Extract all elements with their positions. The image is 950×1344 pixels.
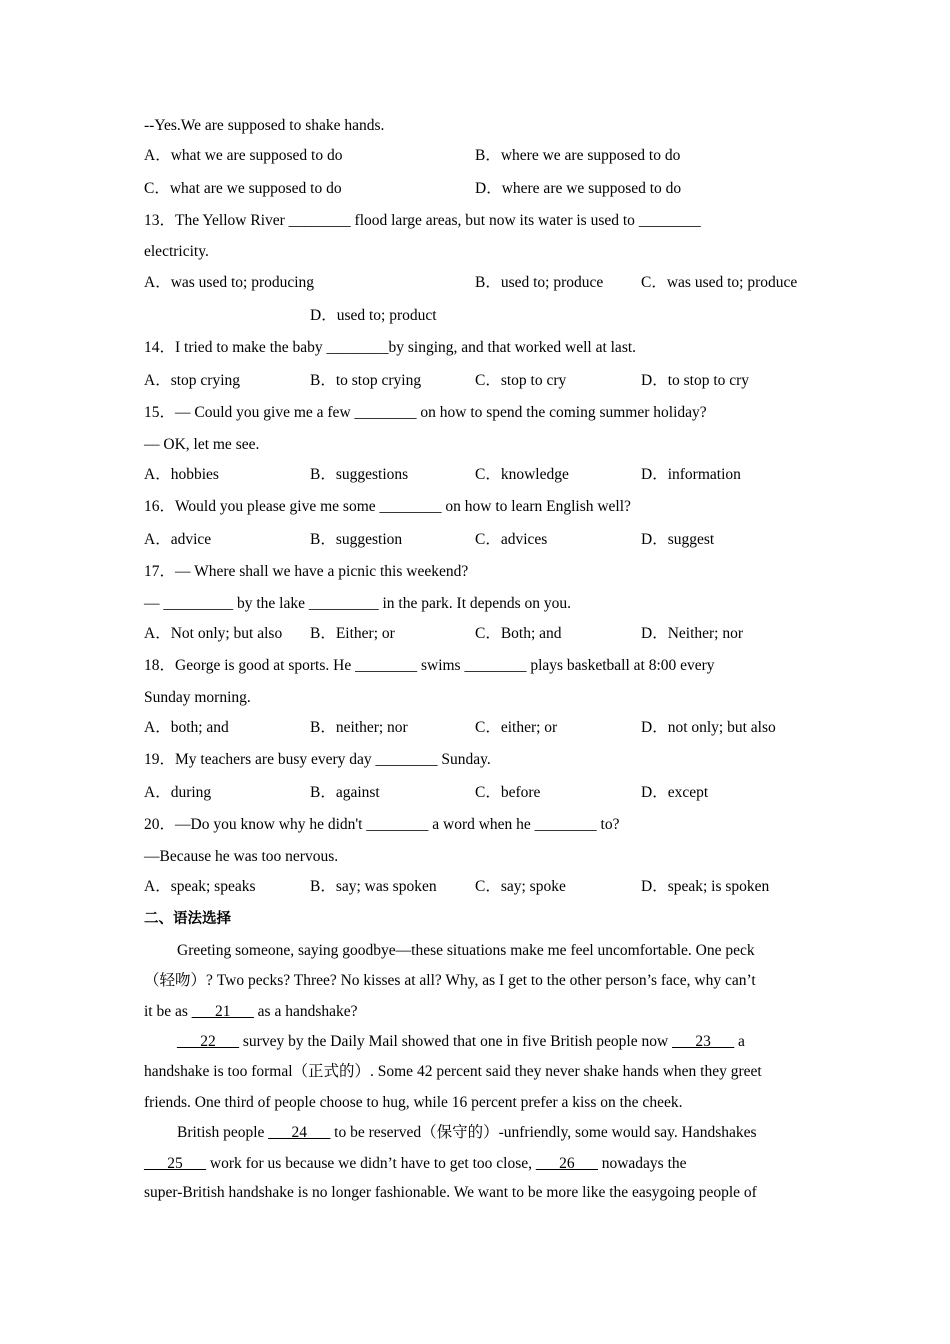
q15-stem: 15．— Could you give me a few ________ on how to spend the coming summer holiday? bbox=[144, 404, 707, 421]
q15-option-b[interactable]: B．suggestions bbox=[310, 466, 409, 483]
q20-option-b[interactable]: B．say; was spoken bbox=[310, 878, 437, 895]
q17-stem-cont: — _________ by the lake _________ in the park. It depends on you. bbox=[144, 595, 572, 612]
passage-text: nowadays the bbox=[597, 1155, 687, 1172]
passage-text: a bbox=[734, 1033, 745, 1050]
q14-stem: 14．I tried to make the baby ________by singing, and that worked well at last. bbox=[144, 339, 637, 356]
passage-text: as a handshake? bbox=[253, 1003, 358, 1020]
q16-option-c[interactable]: C．advices bbox=[475, 531, 548, 548]
passage-text: it be as bbox=[144, 1003, 192, 1020]
q16-option-a[interactable]: A．advice bbox=[144, 531, 212, 548]
passage-text: survey by the Daily Mail showed that one in five British people now bbox=[239, 1033, 673, 1050]
q14-option-d[interactable]: D．to stop to cry bbox=[641, 372, 750, 389]
q13-option-a[interactable]: A．was used to; producing bbox=[144, 274, 315, 291]
q15-stem-cont: — OK, let me see. bbox=[144, 436, 260, 453]
q18-stem-cont: Sunday morning. bbox=[144, 689, 251, 706]
blank-26[interactable]: ___26___ bbox=[535, 1155, 598, 1172]
q18-stem: 18．George is good at sports. He ________ swims ________ plays basketball at 8:00 every bbox=[144, 657, 715, 674]
q12-option-b[interactable]: B．where we are supposed to do bbox=[475, 147, 681, 164]
q17-option-a[interactable]: A．Not only; but also bbox=[144, 625, 283, 642]
q13-option-d[interactable]: D．used to; product bbox=[310, 307, 437, 324]
blank-23[interactable]: ___23___ bbox=[672, 1033, 735, 1050]
passage-p1-line3 bbox=[144, 1002, 808, 1022]
section-heading: 二、语法选择 bbox=[144, 911, 231, 927]
blank-24[interactable]: ___24___ bbox=[268, 1124, 331, 1141]
q15-option-a[interactable]: A．hobbies bbox=[144, 466, 219, 483]
q20-stem: 20．—Do you know why he didn't ________ a word when he ________ to? bbox=[144, 816, 620, 833]
passage-p3-line3: super-British handshake is no longer fashionable. We want to be more like the easygoing people of bbox=[144, 1184, 757, 1201]
q12-option-c[interactable]: C．what are we supposed to do bbox=[144, 180, 342, 197]
q12-option-d[interactable]: D．where are we supposed to do bbox=[475, 180, 682, 197]
passage-p3-line1 bbox=[177, 1123, 841, 1143]
passage-p1-line1: Greeting someone, saying goodbye—these situations make me feel uncomfortable. One peck bbox=[177, 942, 755, 959]
q13-stem: 13．The Yellow River ________ flood large areas, but now its water is used to ________ bbox=[144, 212, 701, 229]
q17-option-c[interactable]: C．Both; and bbox=[475, 625, 562, 642]
q14-option-b[interactable]: B．to stop crying bbox=[310, 372, 422, 389]
passage-p2-line1 bbox=[177, 1032, 841, 1052]
q18-option-d[interactable]: D．not only; but also bbox=[641, 719, 776, 736]
q16-option-b[interactable]: B．suggestion bbox=[310, 531, 403, 548]
q18-option-c[interactable]: C．either; or bbox=[475, 719, 558, 736]
q16-stem: 16．Would you please give me some ________ on how to learn English well? bbox=[144, 498, 631, 515]
q19-option-c[interactable]: C．before bbox=[475, 784, 541, 801]
passage-text: work for us because we didn’t have to get too close, bbox=[206, 1155, 536, 1172]
q20-option-c[interactable]: C．say; spoke bbox=[475, 878, 566, 895]
q12-answer-line: --Yes.We are supposed to shake hands. bbox=[144, 117, 385, 134]
passage-p2-line2: handshake is too formal（正式的）. Some 42 percent said they never shake hands when they greet bbox=[144, 1063, 762, 1080]
q14-option-a[interactable]: A．stop crying bbox=[144, 372, 241, 389]
q13-option-c[interactable]: C．was used to; produce bbox=[641, 274, 798, 291]
q19-option-b[interactable]: B．against bbox=[310, 784, 380, 801]
blank-25[interactable]: ___25___ bbox=[144, 1155, 206, 1172]
passage-text: to be reserved（保守的）-unfriendly, some would say. Handshakes bbox=[330, 1124, 757, 1141]
blank-21[interactable]: ___21___ bbox=[191, 1003, 254, 1020]
q17-option-d[interactable]: D．Neither; nor bbox=[641, 625, 744, 642]
q16-option-d[interactable]: D．suggest bbox=[641, 531, 715, 548]
q19-option-d[interactable]: D．except bbox=[641, 784, 709, 801]
q20-option-d[interactable]: D．speak; is spoken bbox=[641, 878, 770, 895]
q13-option-b[interactable]: B．used to; produce bbox=[475, 274, 604, 291]
passage-p3-line2 bbox=[144, 1154, 808, 1174]
q18-option-b[interactable]: B．neither; nor bbox=[310, 719, 408, 736]
passage-p1-line2: （轻吻）? Two pecks? Three? No kisses at all? Why, as I get to the other person’s face, why can’t bbox=[144, 972, 756, 989]
passage-p2-line3: friends. One third of people choose to hug, while 16 percent prefer a kiss on the cheek. bbox=[144, 1094, 683, 1111]
q12-option-a[interactable]: A．what we are supposed to do bbox=[144, 147, 343, 164]
q20-stem-cont: —Because he was too nervous. bbox=[144, 848, 339, 865]
q13-stem-cont: electricity. bbox=[144, 243, 209, 260]
q20-option-a[interactable]: A．speak; speaks bbox=[144, 878, 256, 895]
q18-option-a[interactable]: A．both; and bbox=[144, 719, 229, 736]
q19-stem: 19．My teachers are busy every day ________ Sunday. bbox=[144, 751, 491, 768]
q14-option-c[interactable]: C．stop to cry bbox=[475, 372, 567, 389]
blank-22[interactable]: ___22___ bbox=[177, 1033, 239, 1050]
q19-option-a[interactable]: A．during bbox=[144, 784, 212, 801]
q15-option-c[interactable]: C．knowledge bbox=[475, 466, 569, 483]
q17-option-b[interactable]: B．Either; or bbox=[310, 625, 395, 642]
q17-stem: 17．— Where shall we have a picnic this weekend? bbox=[144, 563, 469, 580]
passage-text: British people bbox=[177, 1124, 269, 1141]
q15-option-d[interactable]: D．information bbox=[641, 466, 741, 483]
